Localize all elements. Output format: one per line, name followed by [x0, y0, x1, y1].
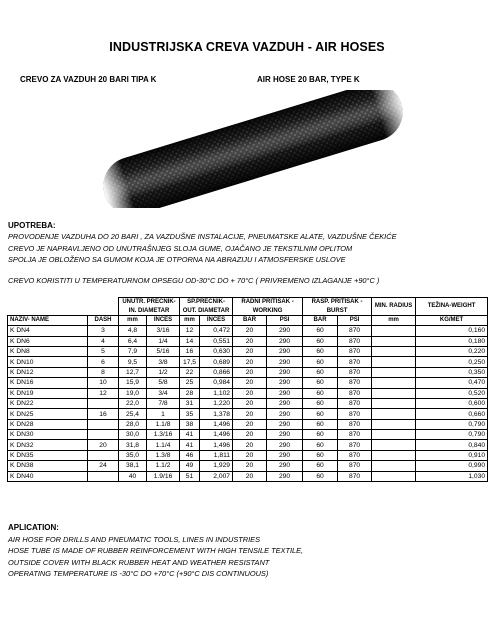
cell-od-mm: 28: [180, 388, 200, 398]
cell-b-bar: 60: [303, 461, 338, 471]
cell-radius: [372, 346, 416, 356]
col-id-inch: INCES: [147, 316, 180, 326]
cell-od-mm: 49: [180, 461, 200, 471]
cell-w-psi: 290: [267, 450, 303, 460]
cell-w-psi: 290: [267, 388, 303, 398]
cell-od-mm: 38: [180, 419, 200, 429]
cell-od-mm: 12: [180, 326, 200, 336]
cell-b-psi: 870: [338, 357, 372, 367]
cell-b-bar: 60: [303, 419, 338, 429]
cell-b-psi: 870: [338, 450, 372, 460]
cell-id-in: 1/2: [147, 367, 180, 377]
usage-line: PROVODENJE VAZDUHA DO 20 BARI , ZA VAZDUŠNE INSTALACIJE, PNEUMATSKE ALATE, VAZDUŠNE ČEKIĆE: [8, 232, 397, 241]
cell-b-bar: 60: [303, 367, 338, 377]
table-row: [8, 440, 488, 450]
table-row: [8, 388, 488, 398]
cell-od-in: 1,378: [200, 409, 233, 419]
cell-od-in: 0,551: [200, 336, 233, 346]
cell-weight: 0,990: [416, 461, 488, 471]
cell-dash: 8: [88, 367, 119, 377]
cell-radius: [372, 461, 416, 471]
cell-dash: 6: [88, 357, 119, 367]
cell-name: K DN28: [8, 419, 88, 429]
application-line: HOSE TUBE IS MADE OF RUBBER REINFORCEMENT WITH HIGH TENSILE TEXTILE,: [8, 546, 304, 556]
cell-name: K DN8: [8, 346, 88, 356]
cell-w-bar: 20: [233, 346, 267, 356]
cell-id-in: 5/8: [147, 378, 180, 388]
cell-id-mm: 19,0: [119, 388, 147, 398]
col-radius-mm: mm: [372, 316, 416, 326]
cell-name: K DN25: [8, 409, 88, 419]
cell-weight: 0,840: [416, 440, 488, 450]
cell-id-mm: 4,8: [119, 326, 147, 336]
cell-od-in: 2,007: [200, 471, 233, 481]
cell-id-in: 1.1/2: [147, 461, 180, 471]
cell-od-mm: 41: [180, 430, 200, 440]
application-heading: APLICATION:: [8, 523, 59, 532]
cell-w-bar: 20: [233, 440, 267, 450]
cell-id-in: 3/16: [147, 326, 180, 336]
cell-id-mm: 9,5: [119, 357, 147, 367]
cell-radius: [372, 378, 416, 388]
col-name: NAZIV- NAME: [8, 316, 88, 326]
table-row: [8, 357, 488, 367]
cell-id-mm: 31,8: [119, 440, 147, 450]
usage-heading: UPOTREBA:: [8, 221, 56, 230]
cell-b-psi: 870: [338, 388, 372, 398]
col-burst-pressure: RASP. PRITISAK - BURST: [303, 298, 372, 316]
cell-od-mm: 51: [180, 471, 200, 481]
cell-b-bar: 60: [303, 336, 338, 346]
cell-radius: [372, 409, 416, 419]
application-line: AIR HOSE FOR DRILLS AND PNEUMATIC TOOLS, LINES IN INDUSTRIES: [8, 535, 261, 544]
cell-id-mm: 38,1: [119, 461, 147, 471]
cell-b-bar: 60: [303, 378, 338, 388]
cell-radius: [372, 419, 416, 429]
cell-radius: [372, 336, 416, 346]
cell-w-psi: 290: [267, 357, 303, 367]
cell-id-mm: 35,0: [119, 450, 147, 460]
cell-weight: 0,180: [416, 336, 488, 346]
cell-radius: [372, 326, 416, 336]
cell-weight: 0,790: [416, 430, 488, 440]
cell-w-psi: 290: [267, 336, 303, 346]
cell-od-in: 1,496: [200, 440, 233, 450]
cell-b-bar: 60: [303, 398, 338, 408]
cell-id-mm: 25,4: [119, 409, 147, 419]
cell-weight: 0,350: [416, 367, 488, 377]
cell-radius: [372, 471, 416, 481]
cell-b-psi: 870: [338, 326, 372, 336]
cell-name: K DN16: [8, 378, 88, 388]
spec-table: [7, 297, 488, 482]
cell-od-in: 0,984: [200, 378, 233, 388]
cell-b-bar: 60: [303, 388, 338, 398]
cell-weight: 0,160: [416, 326, 488, 336]
cell-id-in: 1: [147, 409, 180, 419]
cell-id-mm: 28,0: [119, 419, 147, 429]
cell-id-in: 1.3/8: [147, 450, 180, 460]
cell-w-bar: 20: [233, 326, 267, 336]
cell-b-psi: 870: [338, 409, 372, 419]
cell-b-bar: 60: [303, 430, 338, 440]
cell-w-psi: 290: [267, 326, 303, 336]
cell-dash: 24: [88, 461, 119, 471]
cell-name: K DN32: [8, 440, 88, 450]
table-row: [8, 398, 488, 408]
group-header-row: [8, 298, 488, 316]
cell-dash: 5: [88, 346, 119, 356]
col-weight-unit: KG/MET: [416, 316, 488, 326]
cell-dash: 4: [88, 336, 119, 346]
cell-weight: 0,250: [416, 357, 488, 367]
cell-b-bar: 60: [303, 440, 338, 450]
cell-dash: [88, 430, 119, 440]
cell-b-bar: 60: [303, 346, 338, 356]
application-text: [8, 534, 303, 579]
col-working-pressure: RADNI PRITISAK - WORKING: [233, 298, 303, 316]
cell-name: K DN38: [8, 461, 88, 471]
cell-w-bar: 20: [233, 450, 267, 460]
cell-id-mm: 40: [119, 471, 147, 481]
cell-name: K DN22: [8, 398, 88, 408]
cell-id-mm: 7,9: [119, 346, 147, 356]
cell-od-in: 1,220: [200, 398, 233, 408]
cell-radius: [372, 440, 416, 450]
cell-radius: [372, 450, 416, 460]
usage-line: SPOLJA JE OBLOŽENO SA GUMOM KOJA JE OTPORNA NA ABRAZIJU I ATMOSFERSKE USLOVE: [8, 255, 346, 265]
cell-b-psi: 870: [338, 336, 372, 346]
cell-dash: [88, 398, 119, 408]
cell-id-in: 1.1/8: [147, 419, 180, 429]
cell-b-psi: 870: [338, 471, 372, 481]
col-burst-bar: BAR: [303, 316, 338, 326]
cell-id-in: 1.1/4: [147, 440, 180, 450]
col-weight: TEŽINA-WEIGHT: [416, 298, 488, 316]
cell-b-psi: 870: [338, 378, 372, 388]
col-min-radius: MIN. RADIUS: [372, 298, 416, 316]
cell-b-psi: 870: [338, 346, 372, 356]
cell-od-in: 0,866: [200, 367, 233, 377]
page-title: INDUSTRIJSKA CREVA VAZDUH - AIR HOSES: [109, 40, 385, 54]
cell-id-in: 1.9/16: [147, 471, 180, 481]
cell-name: K DN10: [8, 357, 88, 367]
table-row: [8, 367, 488, 377]
cell-b-bar: 60: [303, 450, 338, 460]
cell-b-bar: 60: [303, 409, 338, 419]
col-od-inch: INCES: [200, 316, 233, 326]
cell-b-bar: 60: [303, 357, 338, 367]
cell-od-in: 1,102: [200, 388, 233, 398]
cell-od-mm: 35: [180, 409, 200, 419]
cell-name: K DN19: [8, 388, 88, 398]
cell-od-in: 1,929: [200, 461, 233, 471]
subtitle-english: AIR HOSE 20 BAR, TYPE K: [257, 75, 360, 84]
col-outer-diameter: SP.PRECNIK-OUT. DIAMETAR: [180, 298, 233, 316]
cell-od-mm: 41: [180, 440, 200, 450]
cell-w-psi: 290: [267, 419, 303, 429]
cell-w-psi: 290: [267, 430, 303, 440]
cell-dash: [88, 450, 119, 460]
cell-w-bar: 20: [233, 388, 267, 398]
cell-name: K DN30: [8, 430, 88, 440]
table-row: [8, 471, 488, 481]
cell-id-mm: 30,0: [119, 430, 147, 440]
table-row: [8, 430, 488, 440]
cell-w-psi: 290: [267, 440, 303, 450]
cell-b-psi: 870: [338, 419, 372, 429]
table-row: [8, 450, 488, 460]
cell-weight: 0,660: [416, 409, 488, 419]
cell-b-bar: 60: [303, 326, 338, 336]
cell-w-psi: 290: [267, 367, 303, 377]
cell-od-in: 0,689: [200, 357, 233, 367]
cell-radius: [372, 430, 416, 440]
table-row: [8, 336, 488, 346]
application-line: OPERATING TEMPERATURE IS -30°C DO +70°C (+90°C DIS CONTINUOUS): [8, 568, 269, 578]
temperature-note: CREVO KORISTITI U TEMPERATURNOM OPSEGU OD-30°C DO + 70°C ( PRIVREMENO IZLAGANJE +90°C ): [8, 276, 380, 285]
cell-od-in: 1,496: [200, 430, 233, 440]
cell-w-bar: 20: [233, 409, 267, 419]
cell-b-bar: 60: [303, 471, 338, 481]
cell-od-mm: 25: [180, 378, 200, 388]
cell-weight: 0,910: [416, 450, 488, 460]
col-working-psi: PSI: [267, 316, 303, 326]
cell-od-in: 1,496: [200, 419, 233, 429]
sub-header-row: [8, 316, 488, 326]
application-line: OUTSIDE COVER WITH BLACK RUBBER HEAT AND WEATHER RESISTANT: [8, 557, 270, 567]
cell-od-mm: 46: [180, 450, 200, 460]
cell-dash: [88, 419, 119, 429]
table-row: [8, 378, 488, 388]
cell-id-in: 1/4: [147, 336, 180, 346]
cell-b-psi: 870: [338, 430, 372, 440]
cell-w-bar: 20: [233, 357, 267, 367]
cell-dash: 16: [88, 409, 119, 419]
cell-w-bar: 20: [233, 367, 267, 377]
cell-w-bar: 20: [233, 471, 267, 481]
cell-weight: 0,220: [416, 346, 488, 356]
cell-b-psi: 870: [338, 461, 372, 471]
cell-b-psi: 870: [338, 367, 372, 377]
cell-b-psi: 870: [338, 440, 372, 450]
cell-b-psi: 870: [338, 398, 372, 408]
cell-name: K DN12: [8, 367, 88, 377]
usage-text: [8, 231, 397, 266]
cell-dash: 10: [88, 378, 119, 388]
cell-radius: [372, 357, 416, 367]
cell-id-in: 7/8: [147, 398, 180, 408]
cell-w-psi: 290: [267, 346, 303, 356]
cell-radius: [372, 388, 416, 398]
table-row: [8, 461, 488, 471]
col-inner-diameter: UNUTR. PRECNIK-IN. DIAMETAR: [119, 298, 180, 316]
table-row: [8, 419, 488, 429]
cell-w-psi: 290: [267, 398, 303, 408]
cell-name: K DN35: [8, 450, 88, 460]
cell-w-bar: 20: [233, 430, 267, 440]
cell-radius: [372, 367, 416, 377]
cell-id-mm: 12,7: [119, 367, 147, 377]
col-burst-psi: PSI: [338, 316, 372, 326]
cell-dash: 3: [88, 326, 119, 336]
cell-w-bar: 20: [233, 398, 267, 408]
table-row: [8, 326, 488, 336]
cell-od-mm: 22: [180, 367, 200, 377]
col-dash: DASH: [88, 316, 119, 326]
cell-od-in: 0,472: [200, 326, 233, 336]
cell-w-psi: 290: [267, 461, 303, 471]
cell-dash: [88, 471, 119, 481]
air-hose-image: [88, 90, 418, 208]
cell-id-mm: 6,4: [119, 336, 147, 346]
cell-w-psi: 290: [267, 378, 303, 388]
cell-weight: 0,470: [416, 378, 488, 388]
cell-dash: 12: [88, 388, 119, 398]
cell-name: K DN6: [8, 336, 88, 346]
cell-weight: 1,030: [416, 471, 488, 481]
cell-od-mm: 17,5: [180, 357, 200, 367]
cell-id-in: 3/4: [147, 388, 180, 398]
table-row: [8, 409, 488, 419]
cell-name: K DN4: [8, 326, 88, 336]
cell-w-psi: 290: [267, 409, 303, 419]
cell-od-mm: 16: [180, 346, 200, 356]
cell-radius: [372, 398, 416, 408]
cell-id-mm: 15,9: [119, 378, 147, 388]
cell-w-bar: 20: [233, 461, 267, 471]
cell-od-mm: 14: [180, 336, 200, 346]
cell-dash: 20: [88, 440, 119, 450]
cell-w-bar: 20: [233, 336, 267, 346]
table-row: [8, 346, 488, 356]
cell-weight: 0,520: [416, 388, 488, 398]
col-od-mm: mm: [180, 316, 200, 326]
cell-w-bar: 20: [233, 419, 267, 429]
cell-id-in: 1.3/16: [147, 430, 180, 440]
cell-od-in: 1,811: [200, 450, 233, 460]
cell-name: K DN40: [8, 471, 88, 481]
cell-weight: 0,790: [416, 419, 488, 429]
usage-line: CREVO JE NAPRAVLJENO OD UNUTRAŠNJEG SLOJA GUME, OJAČANO JE TEKSTILNIM OPLITOM: [8, 243, 353, 253]
subtitle-serbian: CREVO ZA VAZDUH 20 BARI TIPA K: [20, 75, 157, 84]
cell-weight: 0,600: [416, 398, 488, 408]
col-working-bar: BAR: [233, 316, 267, 326]
cell-id-in: 3/8: [147, 357, 180, 367]
cell-w-bar: 20: [233, 378, 267, 388]
cell-od-in: 0,630: [200, 346, 233, 356]
cell-od-mm: 31: [180, 398, 200, 408]
cell-w-psi: 290: [267, 471, 303, 481]
col-id-mm: mm: [119, 316, 147, 326]
cell-id-in: 5/16: [147, 346, 180, 356]
cell-id-mm: 22,0: [119, 398, 147, 408]
